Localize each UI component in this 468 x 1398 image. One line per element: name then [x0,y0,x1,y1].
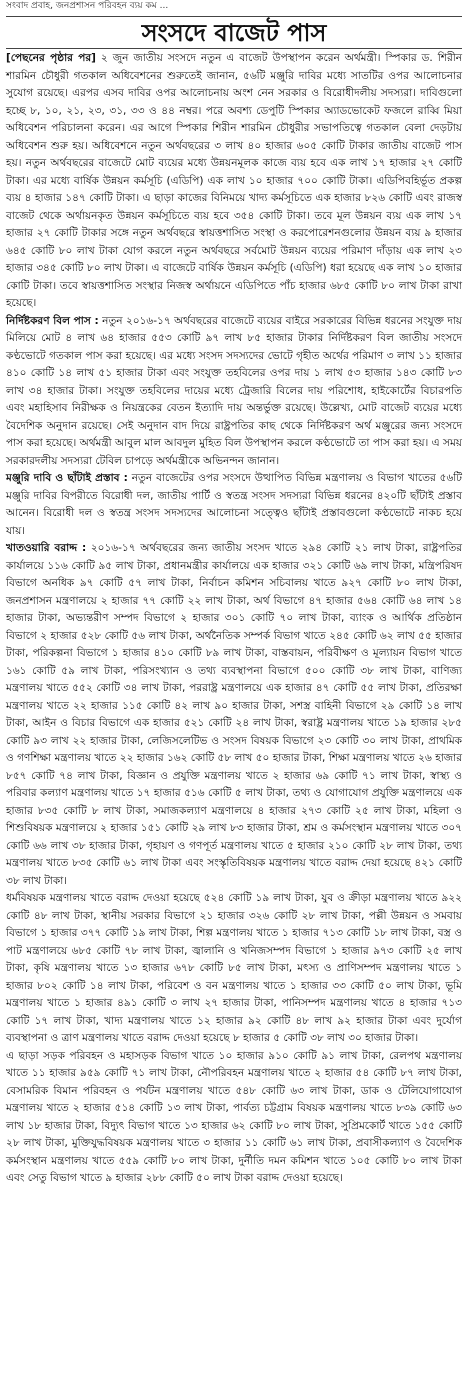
paragraph-text: ২ জুন জাতীয় সংসদে নতুন এ বাজেট উপস্থাপন করেন অর্থমন্ত্রী। স্পিকার ড. শিরীন শারমিন চৌধুরী গতকাল অধিবেশনের শুরুতেই জানান, ৫৬টি মঞ্জুরি দাবির মধ্যে সাতটির ওপর আলোচনার সুযোগ রয়েছে। এরপর এসব দাবির ওপর আলোচনায় অংশ নেন সরকার ও বিরোধীদলীয় সদস্যরা। দাবিগুলো হচ্ছে ৮, ১০, ২১, ২৩, ৩১, ৩৩ ও ৪৪ নম্বর। পরে অবশ্য ডেপুটি স্পিকার অ্যাডভোকেট ফজলে রাব্বি মিয়া অধিবেশন পরিচালনা করেন। এর আগে স্পিকার শিরীন শারমিন চৌধুরীর সভাপতিত্বে গতকাল বেলা দেড়টায় অধিবেশন শুরু হয়। অধিবেশনে নতুন অর্থবছরের ৩ লাখ ৪০ হাজার ৬০৫ কোটি টাকার জাতীয় বাজেট পাস হয়। নতুন অর্থবছরের বাজেটে মোট ব্যয়ের মধ্যে উন্নয়নমূলক কাজে ব্যয় হবে এক লাখ ১৭ হাজার ২৭ কোটি টাকা। এর মধ্যে বার্ষিক উন্নয়ন কর্মসূচি (এডিপি) এক লাখ ১০ হাজার ৭০০ কোটি টাকা। এডিপিবহির্ভূত প্রকল্প ব্যয় ৪ হাজার ১৪৭ কোটি টাকা। এ ছাড়া কাজের বিনিময়ে খাদ্য কর্মসূচিতে এক হাজার ৮২৬ কোটি এবং রাজস্ব বাজেট থেকে অর্থায়নকৃত উন্নয়ন কর্মসূচিতে ব্যয় হবে ৩৫৪ কোটি টাকা। তবে মূল উন্নয়ন ব্যয় এক লাখ ১৭ হাজার ২৭ কোটি টাকার সঙ্গে নতুন অর্থবছরে স্বায়ত্তশাসিত সংস্থা ও করপোরেশনগুলোর উন্নয়ন ব্যয় ৯ হাজার ৬৪৫ কোটি ৮০ লাখ টাকা যোগ করলে নতুন অর্থবছরে সর্বমোট উন্নয়ন ব্যয়ের পরিমাণ দাঁড়ায় এক লাখ ২৩ হাজার ৩৪৫ কোটি ৮০ লাখ টাকা। এ বাজেটে বার্ষিক উন্নয়ন কর্মসূচি (এডিপি) ধরা হয়েছে এক লাখ ১০ হাজার কোটি টাকা। তবে স্বায়ত্তশাসিত সংস্থার নিজস্ব অর্থায়নে এডিপিতে পাঁচ হাজার ৬৮৫ কোটি ৮০ লাখ টাকা রাখা হয়েছে। [6,52,462,309]
section-lead: মঞ্জুরি দাবি ও ছাঁটাই প্রস্তাব : [6,472,128,484]
paragraph-sector-allocation [6,540,462,890]
paragraph-demands-cut-motions [6,470,462,540]
paragraph-text: ২০১৬-১৭ অর্থবছরের জন্য জাতীয় সংসদ খাতে ২৯৪ কোটি ২১ লাখ টাকা, রাষ্ট্রপতির কার্যালয়ে ১১৬ কোটি ৯৫ লাখ টাকা, প্রধানমন্ত্রীর কার্যালয়ে এক হাজার ৩২১ কোটি ৬৯ লাখ টাকা, মন্ত্রিপরিষদ বিভাগে অনধিক ৯৭ কোটি ৫৭ লাখ টাকা, নির্বাচন কমিশন সচিবালয় খাতে ৯২৭ কোটি ৮০ লাখ টাকা, জনপ্রশাসন মন্ত্রণালয়ে ২ হাজার ৭৭ কোটি ২২ লাখ টাকা, অর্থ বিভাগে ৪৭ হাজার ৫৬৪ কোটি ৬৪ লাখ ১৪ হাজার টাকা, অভ্যন্তরীণ সম্পদ বিভাগে ২ হাজার ৩০১ কোটি ৭০ লাখ টাকা, ব্যাংক ও আর্থিক প্রতিষ্ঠান বিভাগে ২ হাজার ৫২৮ কোটি ৫৬ লাখ টাকা, অর্থনৈতিক সম্পর্ক বিভাগ খাতে ২৪৫ কোটি ৬২ লাখ ৫৫ হাজার টাকা, পরিকল্পনা বিভাগে ১ হাজার ৪১০ কোটি ৮৯ লাখ টাকা, বাস্তবায়ন, পরিবীক্ষণ ও মূল্যায়ন বিভাগ খাতে ১৬১ কোটি ৫৯ লাখ টাকা, পরিসংখ্যান ও তথ্য ব্যবস্থাপনা বিভাগে ৫০০ কোটি ৩৮ লাখ টাকা, বাণিজ্য মন্ত্রণালয় খাতে ৫৫২ কোটি ৩৪ লাখ টাকা, পররাষ্ট্র মন্ত্রণালয়ে এক হাজার ৪৭ কোটি ৫৫ লাখ টাকা, প্রতিরক্ষা মন্ত্রণালয় খাতে ২২ হাজার ১১৫ কোটি ৪২ লাখ ৯০ হাজার টাকা, সশস্ত্র বাহিনী বিভাগে ২৯ কোটি ১৪ লাখ টাকা, আইন ও বিচার বিভাগে এক হাজার ৫২১ কোটি ২৪ লাখ টাকা, স্বরাষ্ট্র মন্ত্রণালয় খাতে ১৯ হাজার ২৮৫ কোটি ৯৩ লাখ ২২ হাজার টাকা, লেজিসলেটিভ ও সংসদ বিষয়ক বিভাগে ২৩ কোটি ৩০ লাখ টাকা, প্রাথমিক ও গণশিক্ষা মন্ত্রণালয় খাতে ২২ হাজার ১৬২ কোটি ৫৮ লাখ ৫০ হাজার টাকা, শিক্ষা মন্ত্রণালয় খাতে ২৬ হাজার ৮৫৭ কোটি ৭৪ লাখ টাকা, বিজ্ঞান ও প্রযুক্তি মন্ত্রণালয় খাতে ২ হাজার ৬৯ কোটি ৭১ লাখ টাকা, স্বাস্থ্য ও পরিবার কল্যাণ মন্ত্রণালয় খাতে ১৭ হাজার ৫১৬ কোটি ৫ লাখ টাকা, তথ্য ও যোগাযোগ প্রযুক্তি মন্ত্রণালয়ে এক হাজার ৮৩৫ কোটি ৮ লাখ টাকা, সমাজকল্যাণ মন্ত্রণালয়ে ৪ হাজার ২৭৩ কোটি ২৫ লাখ টাকা, মহিলা ও শিশুবিষয়ক মন্ত্রণালয়ে ২ হাজার ১৫১ কোটি ২৯ লাখ ৮৩ হাজার টাকা, শ্রম ও কর্মসংস্থান মন্ত্রণালয় খাতে ৩০৭ কোটি ৬৬ লাখ ৩৮ হাজার টাকা, গৃহায়ণ ও গণপূর্ত মন্ত্রণালয় খাতে ৫ হাজার ২১০ কোটি ২৮ লাখ টাকা, তথ্য মন্ত্রণালয় খাতে ৮৩৫ কোটি ৬১ লাখ টাকা এবং সংস্কৃতিবিষয়ক মন্ত্রণালয় খাতে বরাদ্দ দেয়া হয়েছে ৪২১ কোটি ৩৮ লাখ টাকা। [6,542,463,887]
section-lead: নির্দিষ্টকরণ বিল পাস : [6,314,99,327]
paragraph-sector-allocation-2 [6,890,462,1048]
paragraph-text: নতুন ২০১৬-১৭ অর্থবছরের বাজেটে ব্যয়ের বাইরে সরকারের বিভিন্ন ধরনের সংযুক্ত দায় মিলিয়ে মোট ৪ লাখ ৬৪ হাজার ৫৫৩ কোটি ৯৭ লাখ ৮৫ হাজার টাকার নির্দিষ্টকরণ বিল জাতীয় সংসদে কণ্ঠভোটে গতকাল পাস করা হয়েছে। এর মধ্যে সংসদ সদস্যদের ভোটে গৃহীত অর্থের পরিমাণ ৩ লাখ ১১ হাজার ৪১০ কোটি ১৪ লাখ ৫১ হাজার টাকা এবং সংযুক্ত তহবিলের ওপর দায় ১ লাখ ৫৩ হাজার ১৪৩ কোটি ৮৩ লাখ ৩৪ হাজার টাকা। সংযুক্ত তহবিলের দায়ের মধ্যে ট্রেজারি বিলের দায় পরিশোধ, হাইকোর্টের বিচারপতি এবং মহাহিসাব নিরীক্ষক ও নিয়ন্ত্রকের বেতন ইত্যাদি দায় অন্তর্ভুক্ত রয়েছে। উল্লেখ্য, মোট বাজেট ব্যয়ের মধ্যে বৈদেশিক অনুদান রয়েছে। সেই অনুদান বাদ দিয়ে রাষ্ট্রপতির কাছ থেকে নির্দিষ্টকরণ অর্থ মঞ্জুরের জন্য সংসদে পাস করা হয়েছে। অর্থমন্ত্রী আবুল মাল আবদুল মুহিত বিল উপস্থাপন করলে কণ্ঠভোটে তা পাস করা হয়। এ সময় সরকারদলীয় সদস্যরা টেবিল চাপড়ে অর্থমন্ত্রীকে অভিনন্দন জানান। [6,314,462,467]
section-lead: খাতওয়ারি বরাদ্দ : [6,542,87,554]
headline-divider [6,48,462,49]
continuation-lead: [পেছনের পৃষ্ঠার পর] [6,52,96,64]
previous-article-tail: সংবাদ প্রবাহ, জনপ্রশাসন পরিবহন ব্যয় কম ... [6,1,169,11]
top-divider [6,16,462,17]
paragraph-sector-allocation-3 [6,1048,462,1188]
article-body [6,50,462,1188]
paragraph-text: এ ছাড়া সড়ক পরিবহন ও মহাসড়ক বিভাগ খাতে ১০ হাজার ৯১০ কোটি ৯১ লাখ টাকা, রেলপথ মন্ত্রণালয় খাতে ১১ হাজার ৯৫৯ কোটি ৭১ লাখ টাকা, নৌপরিবহন মন্ত্রণালয় খাতে ২ হাজার ৫৪ কোটি ৮৭ লাখ টাকা, বেসামরিক বিমান পরিবহন ও পর্যটন মন্ত্রণালয় খাতে ৫৪৮ কোটি ৬৩ লাখ টাকা, ডাক ও টেলিযোগাযোগ মন্ত্রণালয় খাতে ২ হাজার ৫১৪ কোটি ১৩ লাখ টাকা, পার্বত্য চট্টগ্রাম বিষয়ক মন্ত্রণালয় খাতে ৮৩৯ কোটি ৬৩ লাখ ১৮ হাজার টাকা, বিদ্যুৎ বিভাগ খাতে ১৩ হাজার ৬২ কোটি ৮০ লাখ টাকা, সুপ্রিমকোর্ট খাতে ১৫৫ কোটি ২৮ লাখ টাকা, মুক্তিযুদ্ধবিষয়ক মন্ত্রণালয় খাতে ৩ হাজার ১১ কোটি ৬১ লাখ টাকা, প্রবাসীকল্যাণ ও বৈদেশিক কর্মসংস্থান মন্ত্রণালয় খাতে ৫৫৯ কোটি ৮০ লাখ টাকা, দুর্নীতি দমন কমিশন খাতে ১০৫ কোটি ৮০ লাখ টাকা এবং সেতু বিভাগ খাতে ৯ হাজার ২৮৮ কোটি ৫০ লাখ টাকা বরাদ্দ দেওয়া হয়েছে। [6,1049,462,1184]
paragraph-text: নতুন বাজেটের ওপর সংসদে উত্থাপিত বিভিন্ন মন্ত্রণালয় ও বিভাগ খাতের ৫৬টি মঞ্জুরি দাবির বিপরীতে বিরোধী দল, জাতীয় পার্টি ও স্বতন্ত্র সংসদ সদস্যরা বিভিন্ন ধরনের ৪২০টি ছাঁটাই প্রস্তাব আনেন। বিরোধী দল ও স্বতন্ত্র সংসদ সদস্যদের আলোচনা সত্ত্বেও ছাঁটাই প্রস্তাবগুলো কণ্ঠভোটে নাকচ হয়ে যায়। [6,472,463,537]
paragraph-text: ধর্মবিষয়ক মন্ত্রণালয় খাতে বরাদ্দ দেওয়া হয়েছে ৫২৪ কোটি ১৯ লাখ টাকা, যুব ও ক্রীড়া মন্ত্রণালয় খাতে ৯২২ কোটি ৪৮ লাখ টাকা, স্থানীয় সরকার বিভাগে ২১ হাজার ৩২৬ কোটি ২৮ লাখ টাকা, পল্লী উন্নয়ন ও সমবায় বিভাগে ১ হাজার ৩৭৭ কোটি ১৯ লাখ টাকা, শিল্প মন্ত্রণালয় খাতে ১ হাজার ৭১৩ কোটি ১৮ লাখ টাকা, বস্ত্র ও পাট মন্ত্রণালয়ে ৬৮৫ কোটি ৭৮ লাখ টাকা, জ্বালানি ও খনিজসম্পদ বিভাগে ১ হাজার ৯৭৩ কোটি ২৫ লাখ টাকা, কৃষি মন্ত্রণালয় খাতে ১৩ হাজার ৬৭৮ কোটি ৮৫ লাখ টাকা, মৎস্য ও প্রাণিসম্পদ মন্ত্রণালয় খাতে ১ হাজার ৮০২ কোটি ১৪ লাখ টাকা, পরিবেশ ও বন মন্ত্রণালয় খাতে ১ হাজার ৩৩ কোটি ৫০ লাখ টাকা, ভূমি মন্ত্রণালয় খাতে ১ হাজার ৪৯১ কোটি ৩ লাখ ২৭ হাজার টাকা, পানিসম্পদ মন্ত্রণালয় খাতে ৪ হাজার ৭১৩ কোটি ১৭ লাখ টাকা, খাদ্য মন্ত্রণালয় খাতে ১২ হাজার ৯২ কোটি ৪৮ লাখ ৯২ হাজার টাকা এবং দুর্যোগ ব্যবস্থাপনা ও ত্রাণ মন্ত্রণালয় খাতে বরাদ্দ দেওয়া হয়েছে ৮ হাজার ৫ কোটি ৩৮ লাখ ৩০ হাজার টাকা। [6,892,462,1044]
paragraph-intro [6,50,462,313]
headline: সংসদে বাজেট পাস [141,19,327,47]
paragraph-appropriation-bill [6,313,462,471]
